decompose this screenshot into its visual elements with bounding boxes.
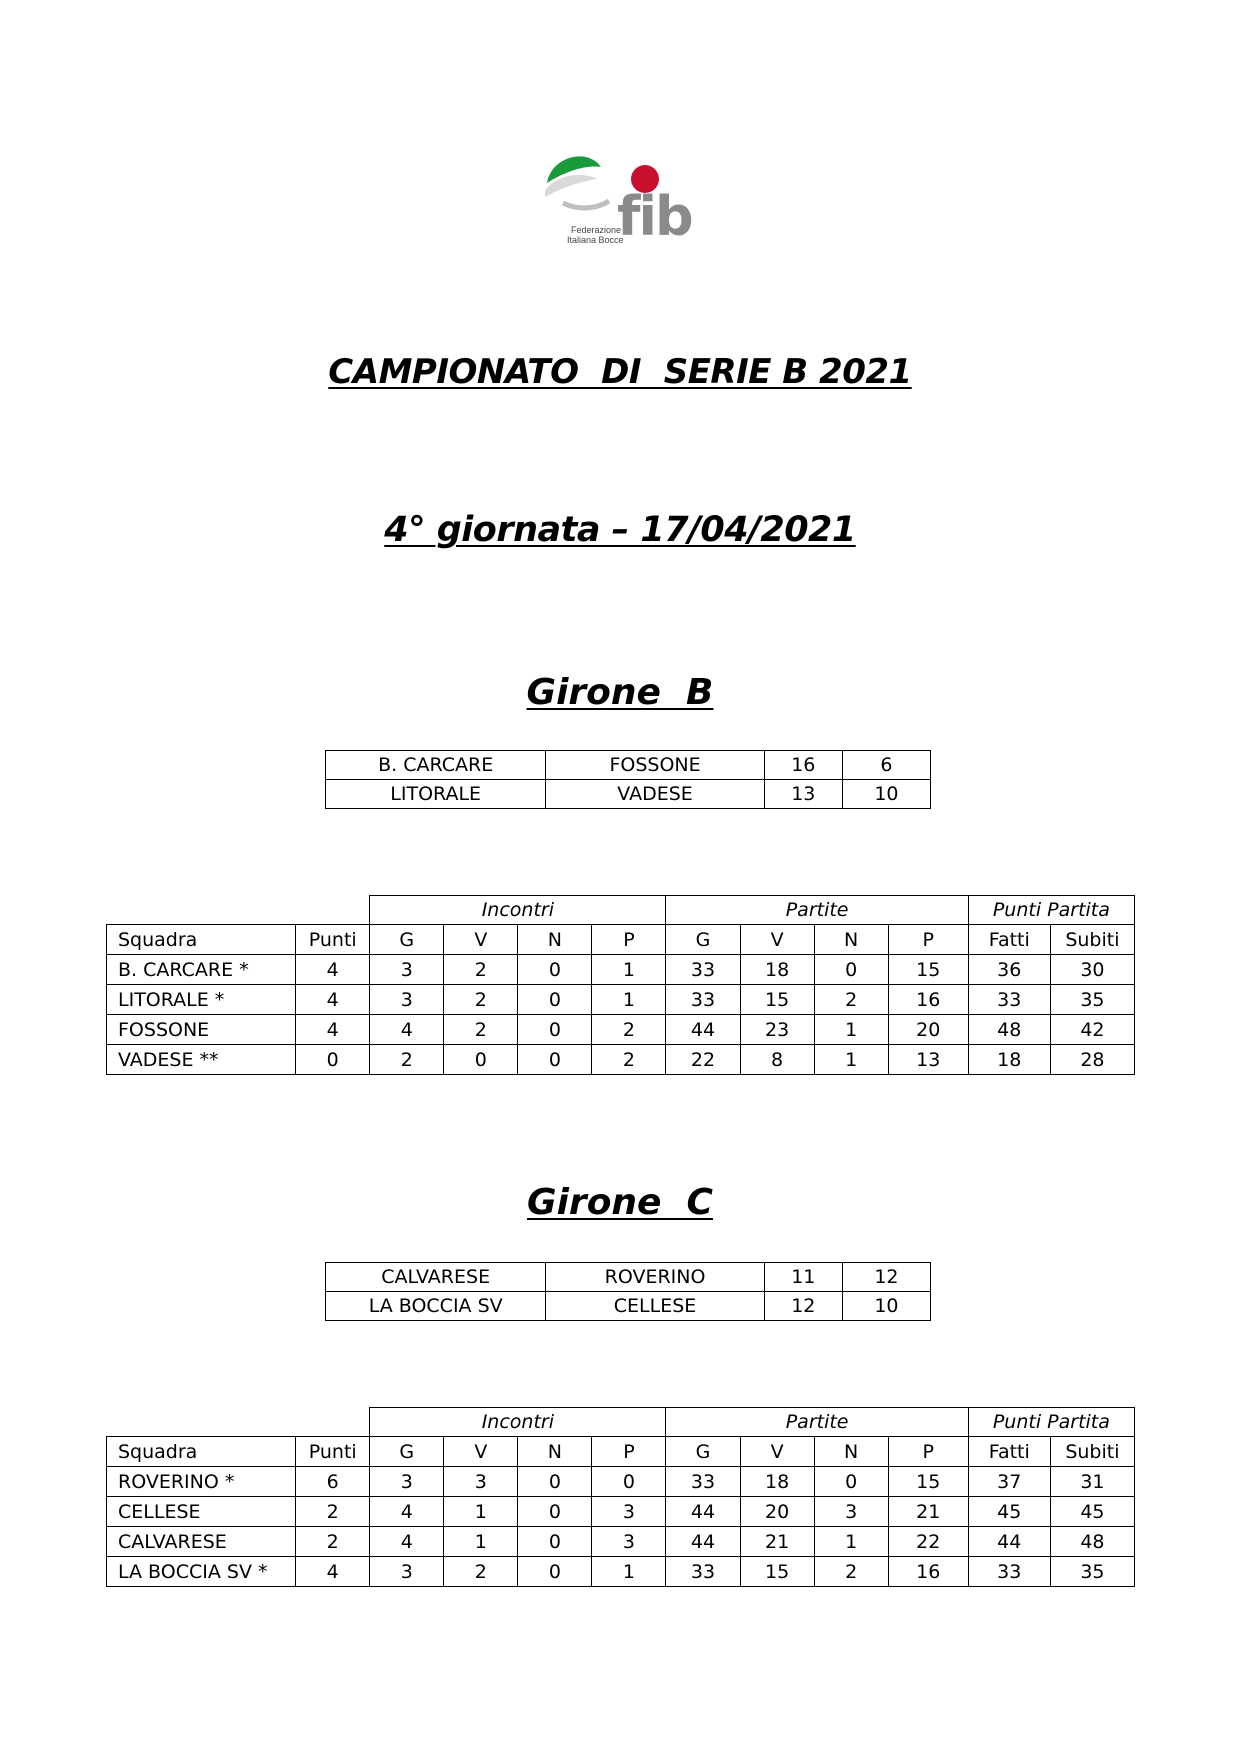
column-header-cell: Fatti (968, 1437, 1050, 1467)
stat-cell: 4 (296, 1557, 370, 1587)
stat-cell: 1 (592, 1557, 666, 1587)
girone-b-standings-table (106, 895, 1135, 1075)
match-row (326, 1263, 931, 1292)
column-header-cell: N (814, 1437, 888, 1467)
column-header-cell: V (740, 1437, 814, 1467)
stat-cell: 23 (740, 1015, 814, 1045)
stat-cell: 22 (666, 1045, 740, 1075)
stat-cell: 0 (518, 1557, 592, 1587)
group-header-cell: Punti Partita (968, 896, 1134, 925)
stat-cell: 2 (444, 955, 518, 985)
stat-cell: 33 (666, 1557, 740, 1587)
stat-cell: 8 (740, 1045, 814, 1075)
girone-c-standings-head (107, 1408, 1135, 1467)
group-header-row (107, 896, 1135, 925)
stat-cell: 0 (518, 1467, 592, 1497)
stat-cell: 4 (370, 1527, 444, 1557)
team-name-cell: CELLESE (546, 1292, 764, 1321)
stat-cell: 1 (814, 1045, 888, 1075)
girone-c-matches-body (326, 1263, 931, 1321)
column-header-cell: N (518, 925, 592, 955)
stat-cell: 35 (1050, 985, 1134, 1015)
standings-row (107, 1527, 1135, 1557)
column-header-cell: Subiti (1050, 1437, 1134, 1467)
stat-cell: 20 (740, 1497, 814, 1527)
stat-cell: 3 (370, 985, 444, 1015)
score-cell: 10 (842, 780, 930, 809)
stat-cell: 0 (518, 1045, 592, 1075)
team-name-cell: LITORALE (326, 780, 546, 809)
stat-cell: 42 (1050, 1015, 1134, 1045)
score-cell: 12 (764, 1292, 842, 1321)
team-name-cell: LA BOCCIA SV (326, 1292, 546, 1321)
column-header-cell: G (370, 1437, 444, 1467)
stat-cell: 0 (518, 1015, 592, 1045)
team-name-cell: CALVARESE (107, 1527, 296, 1557)
stat-cell: 48 (968, 1015, 1050, 1045)
stat-cell: 4 (370, 1015, 444, 1045)
stat-cell: 1 (814, 1527, 888, 1557)
girone-c-standings-body (107, 1467, 1135, 1587)
column-header-cell: Fatti (968, 925, 1050, 955)
stat-cell: 33 (968, 985, 1050, 1015)
girone-c-title-text: Girone C (527, 1182, 713, 1223)
standings-row (107, 1557, 1135, 1587)
stat-cell: 4 (370, 1497, 444, 1527)
stat-cell: 4 (296, 955, 370, 985)
group-header-cell: Incontri (370, 1408, 666, 1437)
stat-cell: 3 (592, 1527, 666, 1557)
team-name-cell: LA BOCCIA SV * (107, 1557, 296, 1587)
stat-cell: 0 (518, 985, 592, 1015)
stat-cell: 31 (1050, 1467, 1134, 1497)
standings-row (107, 985, 1135, 1015)
score-cell: 16 (764, 751, 842, 780)
team-name-cell: ROVERINO (546, 1263, 764, 1292)
standings-row (107, 1015, 1135, 1045)
stat-cell: 2 (592, 1045, 666, 1075)
stat-cell: 21 (888, 1497, 968, 1527)
stat-cell: 1 (592, 985, 666, 1015)
column-header-row (107, 1437, 1135, 1467)
stat-cell: 44 (666, 1527, 740, 1557)
group-header-cell: Partite (666, 1408, 968, 1437)
stat-cell: 3 (370, 1557, 444, 1587)
match-row (326, 1292, 931, 1321)
score-cell: 11 (764, 1263, 842, 1292)
logo-line1: Federazione (571, 225, 622, 235)
stat-cell: 4 (296, 1015, 370, 1045)
column-header-cell: P (592, 925, 666, 955)
group-header-cell: Incontri (370, 896, 666, 925)
score-cell: 12 (842, 1263, 930, 1292)
team-name-cell: ROVERINO * (107, 1467, 296, 1497)
stat-cell: 6 (296, 1467, 370, 1497)
group-header-cell: Partite (666, 896, 968, 925)
stat-cell: 15 (888, 955, 968, 985)
team-name-cell: FOSSONE (107, 1015, 296, 1045)
stat-cell: 44 (968, 1527, 1050, 1557)
stat-cell: 0 (814, 955, 888, 985)
fib-logo (545, 145, 715, 255)
logo-mark-text: fib (617, 185, 692, 248)
stat-cell: 22 (888, 1527, 968, 1557)
girone-c-matches-table (325, 1262, 931, 1321)
stat-cell: 0 (592, 1467, 666, 1497)
score-cell: 13 (764, 780, 842, 809)
stat-cell: 1 (592, 955, 666, 985)
stat-cell: 35 (1050, 1557, 1134, 1587)
stat-cell: 15 (740, 1557, 814, 1587)
standings-row (107, 1497, 1135, 1527)
girone-c-title (0, 1182, 1240, 1223)
stat-cell: 33 (666, 1467, 740, 1497)
girone-b-title (0, 672, 1240, 713)
stat-cell: 0 (444, 1045, 518, 1075)
column-header-cell: V (444, 925, 518, 955)
stat-cell: 15 (888, 1467, 968, 1497)
stat-cell: 28 (1050, 1045, 1134, 1075)
stat-cell: 2 (814, 985, 888, 1015)
column-header-cell: G (666, 925, 740, 955)
girone-c-standings-table (106, 1407, 1135, 1587)
team-name-cell: VADESE ** (107, 1045, 296, 1075)
match-row (326, 780, 931, 809)
blank-header-cell (107, 896, 370, 925)
stat-cell: 2 (296, 1527, 370, 1557)
stat-cell: 33 (968, 1557, 1050, 1587)
column-header-cell: P (888, 1437, 968, 1467)
logo-line2: Italiana Bocce (567, 235, 624, 245)
blank-header-cell (107, 1408, 370, 1437)
column-header-cell: Squadra (107, 1437, 296, 1467)
stat-cell: 48 (1050, 1527, 1134, 1557)
stat-cell: 18 (968, 1045, 1050, 1075)
column-header-cell: V (740, 925, 814, 955)
stat-cell: 44 (666, 1497, 740, 1527)
stat-cell: 1 (814, 1015, 888, 1045)
stat-cell: 1 (444, 1497, 518, 1527)
stat-cell: 37 (968, 1467, 1050, 1497)
stat-cell: 21 (740, 1527, 814, 1557)
column-header-cell: G (666, 1437, 740, 1467)
stat-cell: 15 (740, 985, 814, 1015)
team-name-cell: B. CARCARE * (107, 955, 296, 985)
stat-cell: 0 (814, 1467, 888, 1497)
stat-cell: 44 (666, 1015, 740, 1045)
score-cell: 6 (842, 751, 930, 780)
column-header-cell: Punti (296, 925, 370, 955)
girone-b-standings-body (107, 955, 1135, 1075)
stat-cell: 30 (1050, 955, 1134, 985)
column-header-cell: V (444, 1437, 518, 1467)
team-name-cell: CELLESE (107, 1497, 296, 1527)
stat-cell: 0 (518, 1527, 592, 1557)
girone-b-matches-table (325, 750, 931, 809)
stat-cell: 0 (296, 1045, 370, 1075)
stat-cell: 45 (1050, 1497, 1134, 1527)
standings-row (107, 1045, 1135, 1075)
round-title-text: 4° giornata – 17/04/2021 (384, 510, 856, 550)
stat-cell: 2 (370, 1045, 444, 1075)
stat-cell: 4 (296, 985, 370, 1015)
stat-cell: 33 (666, 955, 740, 985)
stat-cell: 2 (444, 1557, 518, 1587)
stat-cell: 3 (370, 955, 444, 985)
stat-cell: 3 (370, 1467, 444, 1497)
column-header-cell: Squadra (107, 925, 296, 955)
stat-cell: 3 (814, 1497, 888, 1527)
stat-cell: 2 (814, 1557, 888, 1587)
group-header-cell: Punti Partita (968, 1408, 1134, 1437)
column-header-cell: N (518, 1437, 592, 1467)
standings-row (107, 955, 1135, 985)
score-cell: 10 (842, 1292, 930, 1321)
stat-cell: 2 (592, 1015, 666, 1045)
stat-cell: 2 (444, 1015, 518, 1045)
stat-cell: 36 (968, 955, 1050, 985)
group-header-row (107, 1408, 1135, 1437)
page-title-text: CAMPIONATO DI SERIE B 2021 (328, 352, 912, 392)
standings-row (107, 1467, 1135, 1497)
page-title (0, 352, 1240, 392)
stat-cell: 33 (666, 985, 740, 1015)
team-name-cell: FOSSONE (546, 751, 764, 780)
column-header-cell: P (888, 925, 968, 955)
girone-b-matches-body (326, 751, 931, 809)
stat-cell: 18 (740, 1467, 814, 1497)
stat-cell: 3 (444, 1467, 518, 1497)
stat-cell: 16 (888, 1557, 968, 1587)
team-name-cell: B. CARCARE (326, 751, 546, 780)
girone-b-title-text: Girone B (526, 672, 714, 713)
column-header-cell: Punti (296, 1437, 370, 1467)
column-header-cell: P (592, 1437, 666, 1467)
stat-cell: 0 (518, 1497, 592, 1527)
round-title (0, 510, 1240, 550)
column-header-cell: G (370, 925, 444, 955)
stat-cell: 1 (444, 1527, 518, 1557)
stat-cell: 16 (888, 985, 968, 1015)
stat-cell: 2 (444, 985, 518, 1015)
stat-cell: 13 (888, 1045, 968, 1075)
stat-cell: 20 (888, 1015, 968, 1045)
stat-cell: 0 (518, 955, 592, 985)
match-row (326, 751, 931, 780)
column-header-row (107, 925, 1135, 955)
team-name-cell: VADESE (546, 780, 764, 809)
stat-cell: 3 (592, 1497, 666, 1527)
team-name-cell: CALVARESE (326, 1263, 546, 1292)
column-header-cell: N (814, 925, 888, 955)
stat-cell: 18 (740, 955, 814, 985)
girone-b-standings-head (107, 896, 1135, 955)
stat-cell: 45 (968, 1497, 1050, 1527)
stat-cell: 2 (296, 1497, 370, 1527)
column-header-cell: Subiti (1050, 925, 1134, 955)
team-name-cell: LITORALE * (107, 985, 296, 1015)
